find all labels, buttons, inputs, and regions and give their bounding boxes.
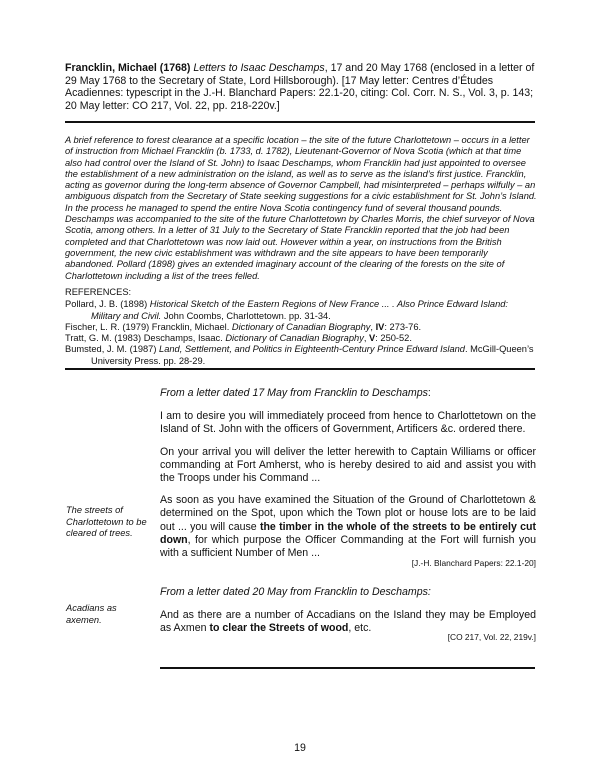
abstract-paragraph: A brief reference to forest clearance at a specific location – the site of the future Charlottetown – occurs in a letter of instruction from Michael Francklin (b. 1733, d. 1782), Lieutenant-Governor of Nova Scotia (which at that time also had control over the Island of St. John) to Isaac Deschamps, whom Francklin had just appointed to oversee the establishment of a new administration on the island, as well as to serve as the island’s first justice. Francklin, acting as governor during the long-term absence of Governor Campbell, had misinterpreted – perhaps wilfully – an ambiguous dispatch from the Secretary of State seeking suggestions for a civic establishment for St. John’s Island. In the process he managed to spend the entire Nova Scotia contingency fund of several thousand pounds. Deschamps was accompanied to the site of the future Charlottetown by Charles Morris, the chief surveyor of Nova Scotia, among others. In a letter of 31 July to the Secretary of State Francklin reported that the job had been completed and that Charlottetown was now laid out. However within a year, on instructions from the British government, the new civic establishment was withdrawn and the site appears to have been temporarily abandoned. Pollard (1898) gives an extended imaginary account of the clearing of the forests on the site of Charlottetown including a list of the trees felled. bbox=[65, 135, 537, 281]
citation: [CO 217, Vol. 22, 219v.] bbox=[447, 632, 536, 642]
author-year: Francklin, Michael (1768) bbox=[65, 62, 191, 74]
letter-paragraph: And as there are a number of Accadians on the Island they may be Employed as Axmen to clear the Streets of wood, etc. bbox=[160, 609, 536, 635]
reference-item: Fischer, L. R. (1979) Francklin, Michael. Dictionary of Canadian Biography, IV: 273-76. bbox=[65, 321, 422, 332]
page-number: 19 bbox=[294, 742, 306, 754]
letter-paragraph: On your arrival you will deliver the letter herewith to Captain Williams or officer commanding at Fort Amherst, who is hereby desired to aid and assist you with the Troops under his Command ... bbox=[160, 445, 536, 485]
letter-paragraph: As soon as you have examined the Situation of the Ground of Charlottetown & determined on the Spot, upon which the Town plot or house lots are to be laid out ... you will cause the timber in the whole of the streets to be entirely cut down, for which purpose the Officer Commanding at the Fort will furnish you with a sufficient Number of Men ... bbox=[160, 494, 536, 560]
source-details: , 17 and 20 May 1768 (enclosed in a letter of 29 May 1768 to the Secretary of State, Lord Hillsborough). [17 May letter: Centres d’Études Acadiennes: typescript in the J.-H. Blanchard Papers: 22.1-20, citing: Col. Corr. N. S., Vol. 3, p. 143; 20 May letter: CO 217, Vol. 22, pp. 218-220v.] bbox=[65, 62, 535, 112]
emphasis-text: to clear the Streets of wood bbox=[209, 622, 349, 635]
header-divider bbox=[65, 121, 535, 123]
references-heading: REFERENCES: bbox=[65, 287, 132, 297]
letter-intro: From a letter dated 20 May from Francklin to Deschamps: bbox=[160, 586, 431, 598]
references-divider bbox=[65, 368, 535, 370]
letter-paragraph: I am to desire you will immediately proceed from hence to Charlottetown on the Island of St. John with the officers of Government, Artificers &c. ordered there. bbox=[160, 410, 536, 436]
work-title: Letters to Isaac Deschamps bbox=[193, 62, 325, 74]
reference-item: Pollard, J. B. (1898) Historical Sketch of the Eastern Regions of New France ... . Also Prince Edward Island: Military and Civil. John Coombs, Charlottetown. pp. 31-34. bbox=[65, 299, 509, 321]
emphasis-text: the timber in the whole of the streets to be entirely cut down bbox=[160, 520, 536, 546]
letter-20-may bbox=[160, 586, 536, 636]
margin-note: Acadians as axemen. bbox=[66, 603, 117, 625]
references-section bbox=[65, 287, 537, 367]
letter-17-may bbox=[160, 387, 536, 560]
section-end-divider bbox=[160, 667, 535, 669]
margin-note: The streets of Charlottetown to be cleared of trees. bbox=[66, 505, 147, 539]
source-citation-header bbox=[65, 62, 535, 112]
citation: [J.-H. Blanchard Papers: 22.1-20] bbox=[411, 558, 536, 568]
letter-intro: From a letter dated 17 May from Francklin to Deschamps: bbox=[160, 387, 431, 399]
reference-item: Bumsted, J. M. (1987) Land, Settlement, and Politics in Eighteenth-Century Prince Edward Island. McGill-Queen’s University Press. pp. 28-29. bbox=[65, 344, 534, 366]
reference-item: Tratt, G. M. (1983) Deschamps, Isaac. Dictionary of Canadian Biography, V: 250-52. bbox=[65, 333, 412, 344]
